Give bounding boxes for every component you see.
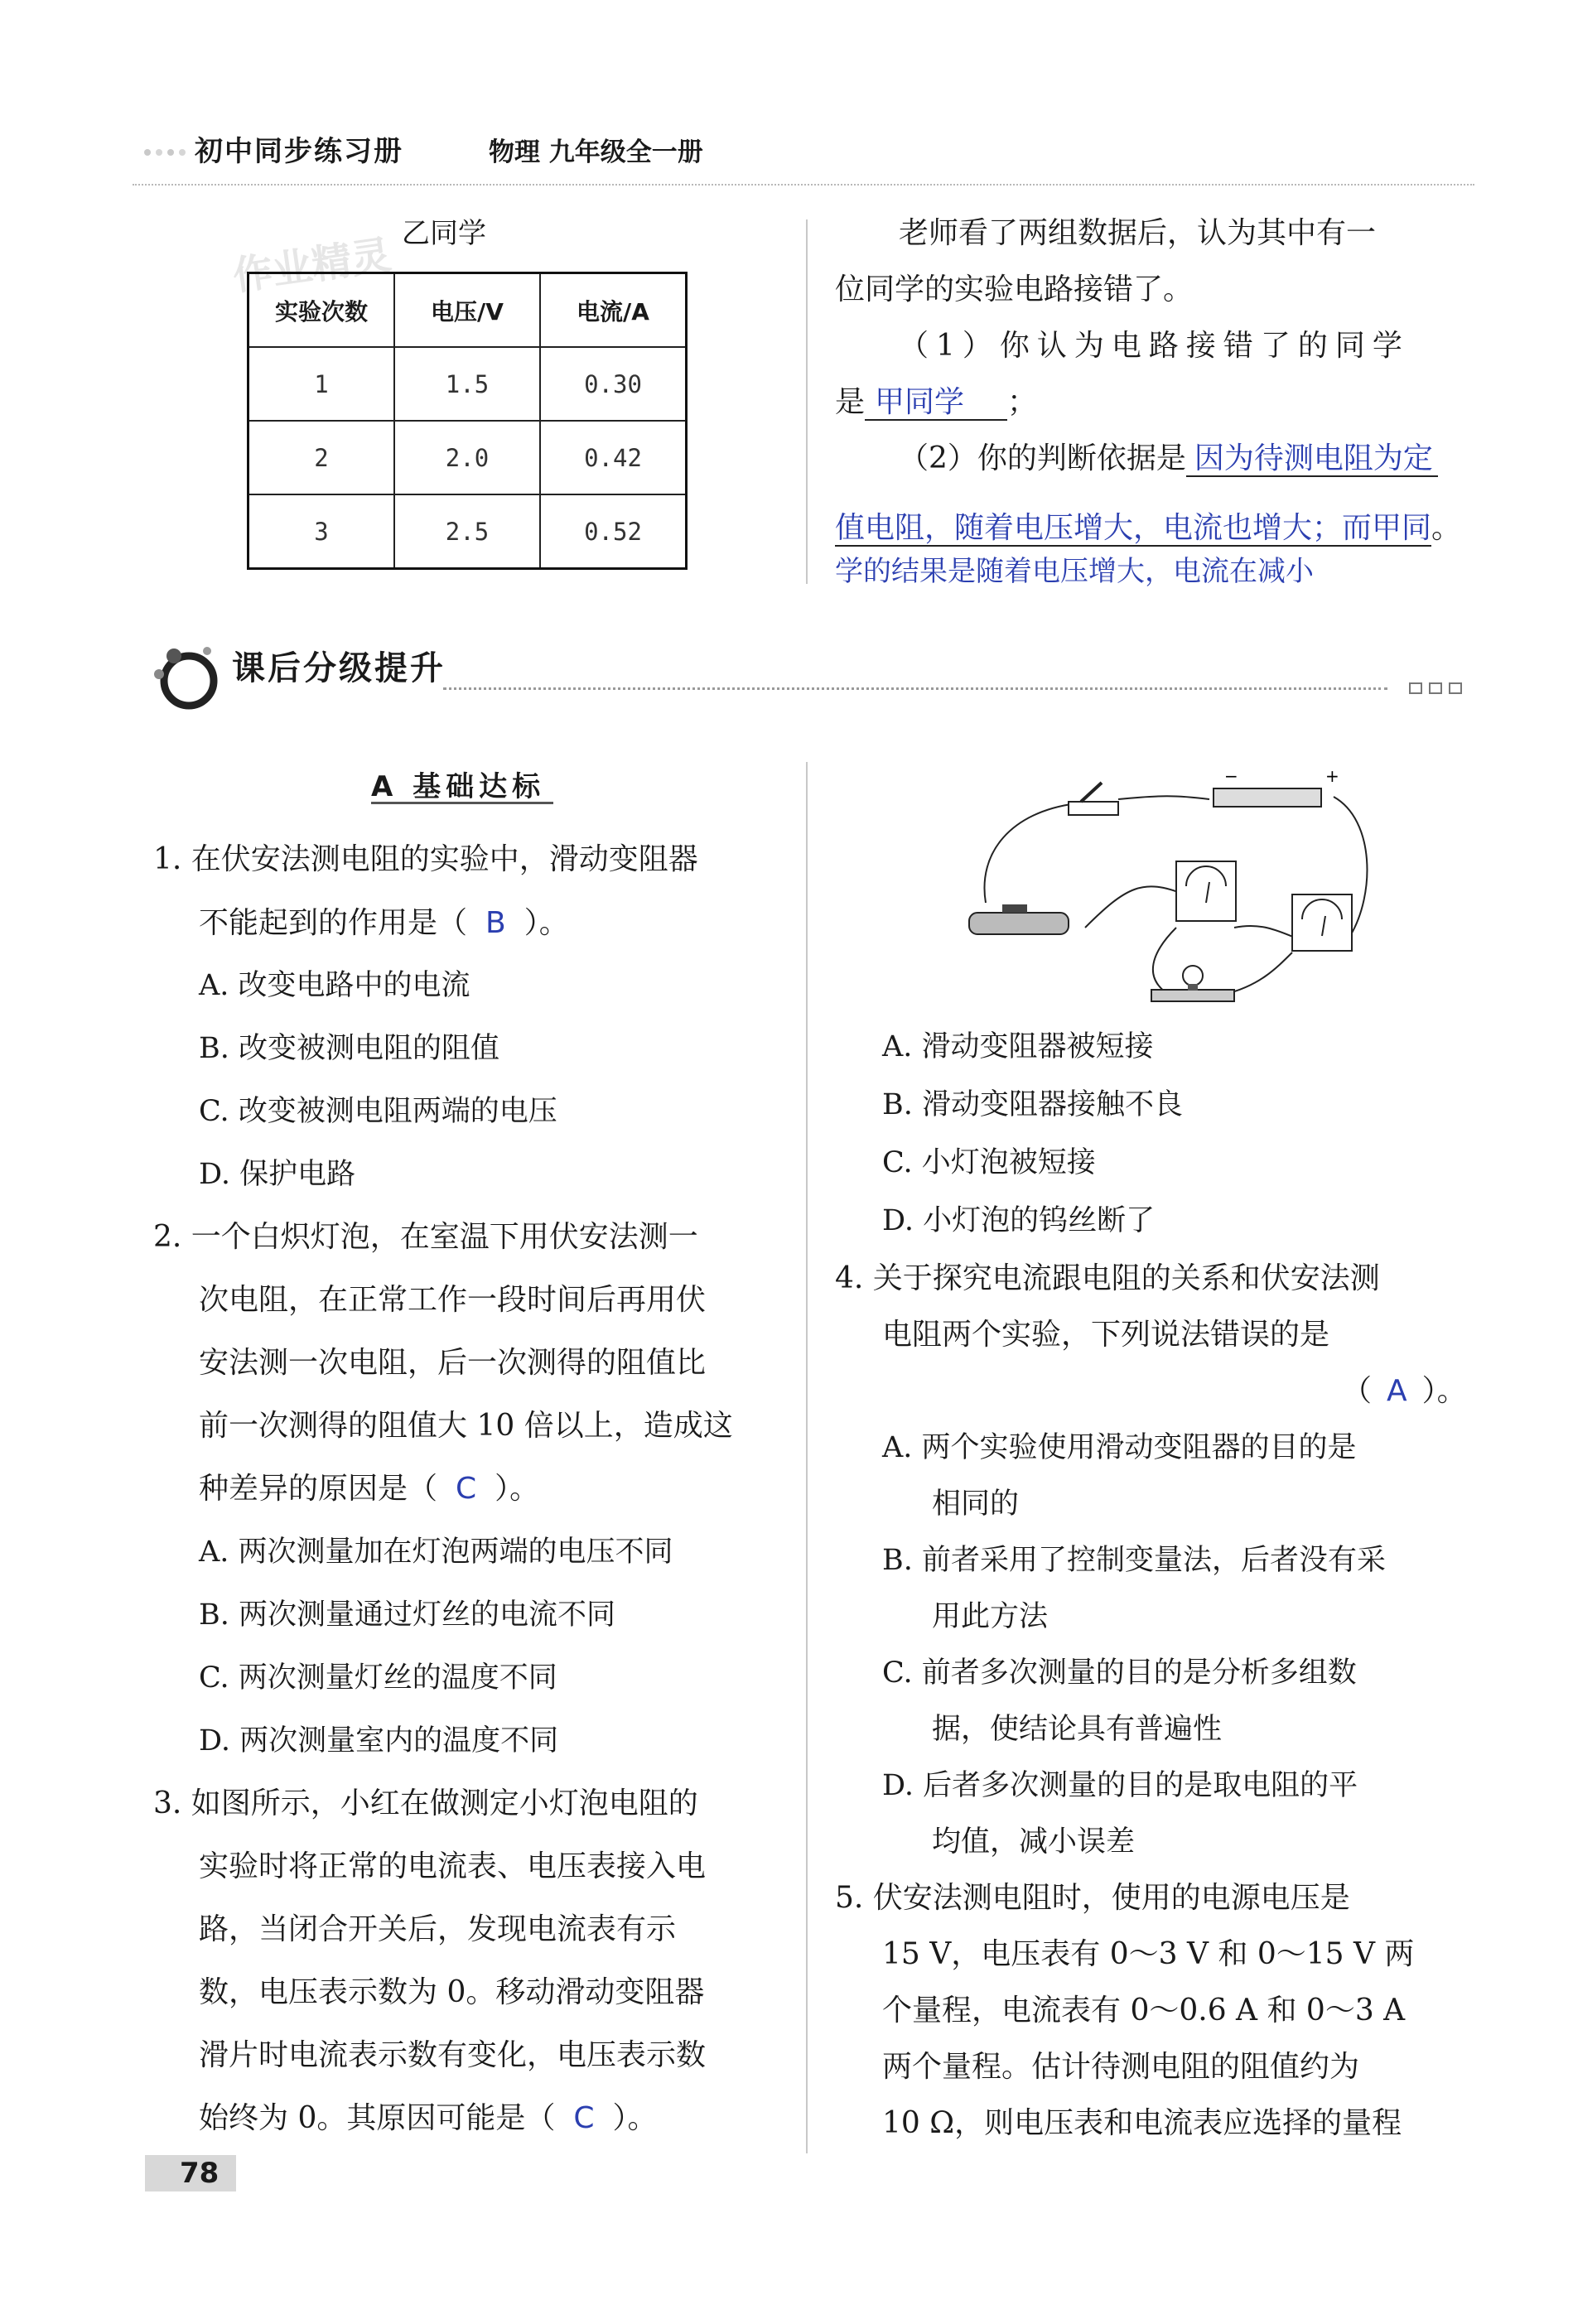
q3-stem-3: 路，当闭合开关后，发现电流表有示: [199, 1912, 677, 1946]
table-cell: 0.52: [540, 494, 687, 569]
q1-option-d: D. 保护电路: [199, 1158, 356, 1191]
svg-text:+: +: [1325, 766, 1339, 786]
q4-option-c: C. 前者多次测量的目的是分析多组数: [882, 1656, 1357, 1690]
q3-stem-1: 3. 如图所示，小红在做测定小灯泡电阻的: [153, 1786, 698, 1820]
question-2-answer-line: [835, 512, 1461, 547]
table-cell: 0.42: [540, 421, 687, 494]
table-cell: 3: [248, 494, 395, 569]
table-cell: 2.0: [394, 421, 540, 494]
q5-stem-5: 10 Ω，则电压表和电流表应选择的量程: [882, 2106, 1402, 2140]
q2-prefix: （2）你的判断依据是: [899, 441, 1186, 475]
q2-answer-part-1: 因为待测电阻为定: [1186, 442, 1438, 477]
q5-stem-2: 15 V，电压表有 0～3 V 和 0～15 V 两: [882, 1937, 1415, 1971]
q2-answer: C: [456, 1472, 477, 1506]
subsection-title: A 基础达标: [371, 770, 546, 803]
table-cell: 1.5: [394, 347, 540, 421]
circuit-diagram: [961, 762, 1392, 1010]
header-ornament: [141, 145, 191, 155]
q5-stem-4: 两个量程。估计待测电阻的阻值约为: [882, 2050, 1360, 2084]
teacher-line-2: 位同学的实验电路接错了。: [835, 272, 1194, 306]
section-title: 课后分级提升: [232, 649, 446, 687]
table-row: [248, 494, 687, 569]
col-header-current: 电流/A: [540, 273, 687, 348]
q1-answer: 甲同学: [865, 386, 1007, 421]
column-divider-top: [806, 219, 808, 584]
q2-option-a: A. 两次测量加在灯泡两端的电压不同: [199, 1536, 673, 1569]
q2-stem-5: [199, 1473, 539, 1506]
q1-stem-2: [199, 907, 569, 940]
q4-stem-1: 4. 关于探究电流跟电阻的关系和伏安法测: [835, 1261, 1380, 1295]
q1-option-a: A. 改变电路中的电流: [199, 969, 470, 1002]
section-logo-icon: [149, 638, 232, 712]
col-header-voltage: 电压/V: [394, 273, 540, 348]
q1-option-b: B. 改变被测电阻的阻值: [199, 1032, 499, 1065]
col-header-trial: 实验次数: [248, 273, 395, 348]
q3-stem-2: 实验时将正常的电流表、电压表接入电: [199, 1849, 707, 1883]
q3-stem-5: 滑片时电流表示数有变化，电压表示数: [199, 2038, 707, 2072]
q3-stem-end: ）。: [612, 2101, 658, 2135]
q2-option-d: D. 两次测量室内的温度不同: [199, 1724, 559, 1757]
section-rule: [443, 687, 1387, 690]
q3-option-b: B. 滑动变阻器接触不良: [882, 1088, 1183, 1121]
q4-answer: A: [1387, 1374, 1407, 1408]
q1-answer: B: [485, 906, 506, 940]
q2-answer-part-2: 值电阻，随着电压增大，电流也增大；而甲同: [835, 511, 1432, 545]
table-caption: 乙同学: [402, 217, 486, 250]
q4-option-d: D. 后者多次测量的目的是取电阻的平: [882, 1769, 1358, 1802]
q1-prefix: 是: [835, 385, 866, 419]
table-header-row: [248, 273, 687, 348]
table-cell: 2: [248, 421, 395, 494]
table-cell: 2.5: [394, 494, 540, 569]
q3-option-c: C. 小灯泡被短接: [882, 1146, 1096, 1179]
q4-paren-open: （: [1342, 1374, 1373, 1408]
q2-stem-2: 次电阻，在正常工作一段时间后再用伏: [199, 1283, 707, 1317]
q2-stem-text: 种差异的原因是（: [199, 1472, 438, 1506]
q1-option-c: C. 改变被测电阻两端的电压: [199, 1095, 557, 1128]
q4-option-a: A. 两个实验使用滑动变阻器的目的是: [882, 1431, 1357, 1464]
data-table: [247, 272, 688, 570]
header-rule: [133, 184, 1474, 186]
question-1-line: （1）你认为电路接错了的同学: [899, 329, 1410, 363]
watermark: 作业精灵: [229, 231, 394, 301]
q3-option-d: D. 小灯泡的钨丝断了: [882, 1204, 1156, 1237]
q2-stem-4: 前一次测得的阻值大 10 倍以上，造成这: [199, 1409, 733, 1443]
q1-suffix: ；: [1007, 385, 1038, 419]
q4-stem-2: 电阻两个实验，下列说法错误的是: [882, 1318, 1330, 1352]
q2-end: 。: [1431, 511, 1462, 545]
table-cell: 1: [248, 347, 395, 421]
question-1-answer-line: [835, 386, 1037, 421]
table-row: [248, 347, 687, 421]
subject-label: 物理 九年级全一册: [489, 137, 703, 167]
q3-stem-4: 数，电压表示数为 0。移动滑动变阻器: [199, 1975, 705, 2009]
book-title: 初中同步练习册: [195, 135, 403, 168]
q4-option-b-cont: 用此方法: [932, 1600, 1049, 1633]
column-divider-bottom: [806, 762, 808, 2153]
q2-stem-3: 安法测一次电阻，后一次测得的阻值比: [199, 1346, 707, 1380]
q1-stem-text: 不能起到的作用是（: [199, 906, 468, 940]
table-row: [248, 421, 687, 494]
q2-answer-part-3: 学的结果是随着电压增大，电流在减小: [835, 555, 1314, 588]
q3-stem-6: [199, 2102, 658, 2135]
q3-option-a: A. 滑动变阻器被短接: [882, 1030, 1154, 1063]
q3-stem-text: 始终为 0。其原因可能是（: [199, 2101, 556, 2135]
q3-answer: C: [573, 2101, 595, 2135]
table-cell: 0.30: [540, 347, 687, 421]
q4-option-d-cont: 均值，减小误差: [932, 1825, 1136, 1859]
subsection-underline: [371, 802, 553, 804]
svg-text:−: −: [1224, 766, 1238, 786]
question-2-line: [899, 442, 1438, 477]
q1-stem-1: 1. 在伏安法测电阻的实验中，滑动变阻器: [153, 842, 698, 876]
q4-option-b: B. 前者采用了控制变量法，后者没有采: [882, 1544, 1386, 1577]
page-number: 78: [145, 2155, 236, 2191]
q2-stem-1: 2. 一个白炽灯泡，在室温下用伏安法测一: [153, 1220, 698, 1254]
q2-option-c: C. 两次测量灯丝的温度不同: [199, 1661, 557, 1695]
section-end-icon: [1408, 681, 1466, 699]
q4-paren-close: ）。: [1421, 1374, 1467, 1408]
q2-option-b: B. 两次测量通过灯丝的电流不同: [199, 1598, 615, 1632]
q5-stem-3: 个量程，电流表有 0～0.6 A 和 0～3 A: [882, 1994, 1406, 2027]
teacher-line-1: 老师看了两组数据后，认为其中有一: [899, 216, 1377, 250]
q1-stem-end: ）。: [524, 906, 569, 940]
q4-answer-line: [1342, 1375, 1467, 1408]
q2-stem-end: ）。: [495, 1472, 540, 1506]
q4-option-c-cont: 据，使结论具有普遍性: [932, 1713, 1223, 1746]
q4-option-a-cont: 相同的: [932, 1487, 1020, 1521]
q5-stem-1: 5. 伏安法测电阻时，使用的电源电压是: [835, 1881, 1350, 1915]
